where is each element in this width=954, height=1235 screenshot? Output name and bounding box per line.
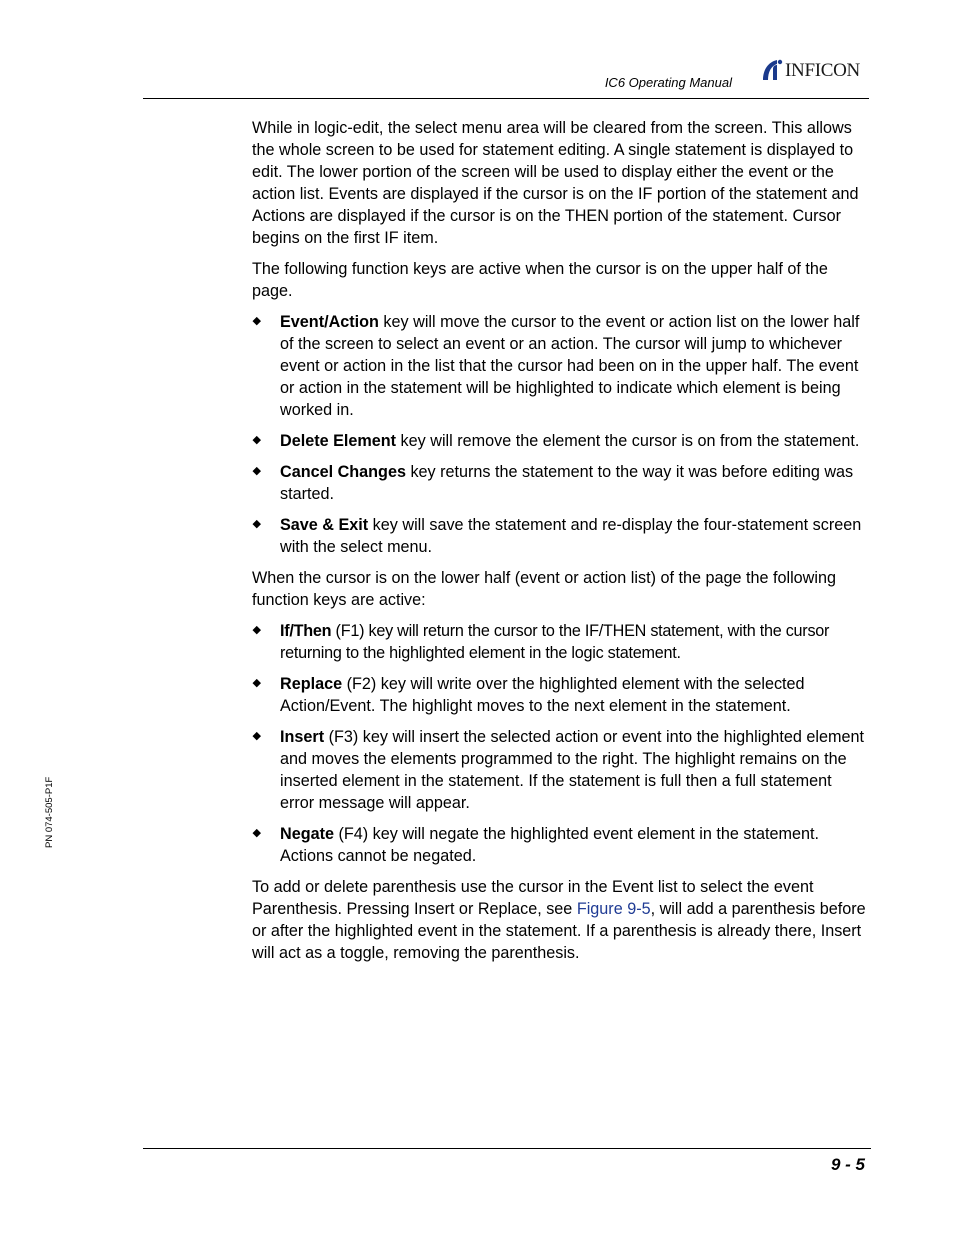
key-description: key returns the statement to the way it was before editing was started. [280, 463, 854, 503]
manual-title: IC6 Operating Manual [604, 75, 732, 90]
key-description: (F2) key will write over the highlighted element with the selected Action/Event. The highlight moves to the next element in the statement. [280, 675, 805, 715]
key-term: If/Then [280, 622, 332, 640]
inficon-logo [760, 57, 860, 85]
key-term: Event/Action [280, 313, 379, 331]
list-item [252, 620, 870, 664]
lower-function-keys-list [252, 620, 870, 867]
diamond-bullet-icon [253, 732, 261, 740]
paragraph-logic-edit: While in logic-edit, the select menu area will be cleared from the screen. This allows the whole screen to be used for statement editing. A single statement is displayed to edit. The lower portion of the screen will be used to display either the event or the action list. Events are displayed if the cursor is on the IF portion of the statement and Actions are displayed if the cursor is on the THEN portion of the statement. Cursor begins on the first IF item. [252, 119, 859, 247]
key-description: (F1) key will return the cursor to the IF/THEN statement, with the cursor returning to the highlighted element in the logic statement. [280, 622, 830, 662]
key-term: Save & Exit [280, 516, 369, 534]
footer-divider [143, 1148, 871, 1149]
diamond-bullet-icon [253, 317, 261, 325]
list-item [252, 823, 870, 867]
header-divider [143, 98, 869, 99]
key-term: Cancel Changes [280, 463, 406, 481]
key-term: Delete Element [280, 432, 397, 450]
diamond-bullet-icon [253, 829, 261, 837]
paragraph-lower-intro: When the cursor is on the lower half (event or action list) of the page the following function keys are active: [252, 569, 836, 609]
parenthesis-text-start: To add or delete parenthesis use the cursor in the Event list to select the event Parenthesis. Pressing Insert or Replace, see [252, 878, 814, 918]
figure-9-5-link[interactable]: Figure 9-5 [576, 900, 651, 918]
list-item [252, 430, 870, 452]
paragraph-upper-intro: The following function keys are active when the cursor is on the upper half of the page. [252, 260, 828, 300]
logo-wordmark: INFICON [785, 60, 860, 81]
key-term: Negate [280, 825, 334, 843]
page-content [252, 117, 870, 973]
list-item [252, 311, 870, 421]
paragraph-parenthesis [252, 876, 870, 964]
diamond-bullet-icon [253, 436, 261, 444]
diamond-bullet-icon [253, 679, 261, 687]
key-description: (F3) key will insert the selected action or event into the highlighted element and moves the elements programmed to the right. The highlight remains on the inserted element in the statement. If the statement is full then a full statement error message will appear. [280, 728, 864, 812]
diamond-bullet-icon [253, 467, 261, 475]
key-description: key will save the statement and re-display the four-statement screen with the select menu. [280, 516, 862, 556]
key-description: key will remove the element the cursor is on from the statement. [396, 432, 860, 450]
list-item [252, 514, 870, 558]
key-term: Replace [280, 675, 343, 693]
diamond-bullet-icon [253, 626, 261, 634]
parenthesis-text-end: , will add a parenthesis before or after the highlighted event in the statement. If a parenthesis is already there, Insert will act as a toggle, removing the parenthesis. [252, 900, 866, 962]
inficon-logo-mark-icon [760, 58, 784, 84]
key-description: key will move the cursor to the event or action list on the lower half of the screen to select an event or an action. The cursor will jump to whichever event or action in the list that the cursor had been on in the upper half. The event or action in the statement will be highlighted to indicate which element is being worked in. [280, 313, 860, 419]
page-number: 9 - 5 [830, 1155, 865, 1174]
diamond-bullet-icon [253, 520, 261, 528]
upper-function-keys-list [252, 311, 870, 558]
part-number-label: PN 074-505-P1F [44, 776, 55, 848]
list-item [252, 673, 870, 717]
list-item [252, 726, 870, 814]
key-term: Insert [280, 728, 325, 746]
key-description: (F4) key will negate the highlighted event element in the statement. Actions cannot be negated. [280, 825, 819, 865]
list-item [252, 461, 870, 505]
